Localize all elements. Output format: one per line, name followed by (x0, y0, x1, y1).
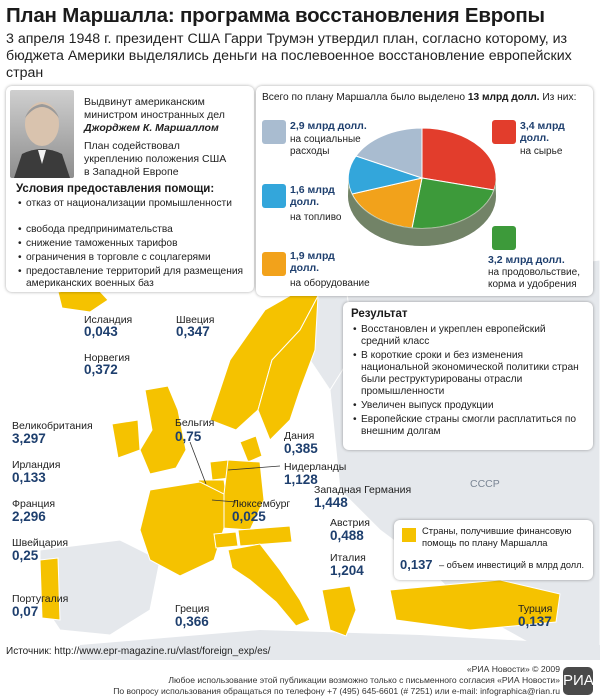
person-name: Джорджем К. Маршаллом (84, 122, 219, 134)
value-luxembourg: 0,025 (232, 509, 266, 524)
result-panel (343, 302, 593, 450)
value-switzerland: 0,25 (12, 548, 39, 563)
footer-contact: По вопросу использования обращаться по телефону +7 (495) 645-6601 (# 7251) или e-mail: infographica@rian.ru (113, 686, 560, 696)
value-west-germany: 1,448 (314, 495, 348, 510)
condition-item: • ограничения в торговле с соцлагерями (18, 252, 248, 264)
raw-desc: на сырье (520, 146, 563, 157)
label-turkey: Турция (518, 603, 553, 615)
value-iceland: 0,043 (84, 324, 118, 339)
label-italy: Италия (330, 552, 366, 564)
value-greece: 0,366 (175, 614, 209, 629)
social-icon (262, 120, 286, 144)
label-switzerland: Швейцария (12, 537, 69, 549)
label-sweden: Швеция (176, 314, 215, 326)
label-ussr: СССР (470, 478, 500, 490)
country-shape-denmark (240, 436, 262, 462)
person-line-1: Выдвинут американским (84, 96, 205, 108)
country-shape-greece (322, 586, 356, 636)
value-turkey: 0,137 (518, 614, 552, 629)
allocation-total: 13 млрд долл. (467, 92, 540, 103)
value-netherlands: 1,128 (284, 472, 318, 487)
food-amount: 3,2 млрд долл. (488, 254, 565, 266)
fuel-icon (262, 184, 286, 208)
allocation-heading-prefix: Всего по плану Маршалла было выделено (262, 92, 466, 103)
footer-usage: Любое использование этой публикации возможно только с письменного согласия «РИА Новости» (168, 675, 560, 685)
map-legend (394, 520, 593, 580)
label-france: Франция (12, 498, 56, 510)
value-denmark: 0,385 (284, 441, 318, 456)
country-shape-portugal (40, 558, 60, 620)
legend-swatch (402, 528, 416, 542)
value-uk: 3,297 (12, 431, 46, 446)
value-ireland: 0,133 (12, 470, 46, 485)
social-amount: 2,9 млрд долл. (290, 120, 367, 132)
label-austria: Австрия (330, 517, 370, 529)
country-shape-france (140, 482, 224, 576)
result-title: Результат (351, 308, 408, 320)
label-luxembourg: Люксембург (232, 498, 291, 510)
label-norway: Норвегия (84, 352, 130, 364)
label-ireland: Ирландия (12, 459, 61, 471)
legend-countries-line-2: помощь по плану Маршалла (422, 536, 548, 548)
label-netherlands: Нидерланды (284, 461, 347, 473)
leader-line-belgium (190, 442, 206, 484)
equipment-desc: на оборудование (290, 278, 370, 289)
result-item: • Европейские страны смогли расплатиться по внешним долгам (353, 414, 583, 438)
allocation-heading (262, 92, 576, 103)
country-shape-ireland (112, 420, 140, 458)
raw-amount: 3,4 млрд долл. (520, 120, 565, 144)
person-line-2: министром иностранных дел (84, 109, 225, 121)
legend-countries-line-1: Страны, получившие финансовую (422, 525, 572, 536)
allocation-panel (256, 86, 593, 296)
value-norway: 0,372 (84, 362, 118, 377)
result-item: • Восстановлен и укреплен европейский средний класс (353, 324, 563, 348)
equipment-icon (262, 252, 286, 276)
result-item: • Увеличен выпуск продукции (353, 400, 583, 412)
condition-item: • снижение таможенных тарифов (18, 238, 243, 250)
label-portugal: Португалия (12, 593, 69, 605)
aim-line-2: укреплению положения США (84, 153, 227, 165)
label-denmark: Дания (284, 430, 315, 442)
legend-countries-text (422, 525, 572, 548)
food-icon (492, 226, 516, 250)
conditions-title: Условия предоставления помощи: (16, 183, 215, 195)
value-france: 2,296 (12, 509, 46, 524)
label-iceland: Исландия (84, 314, 133, 326)
value-portugal: 0,07 (12, 604, 39, 619)
conditions-panel (6, 86, 254, 292)
allocation-heading-suffix: Из них: (542, 92, 577, 103)
label-west-germany: Западная Германия (314, 484, 412, 496)
condition-item: • свобода предпринимательства (18, 224, 243, 236)
page-title: План Маршалла: программа восстановления Европы (6, 4, 545, 27)
legend-example-value: 0,137 (400, 557, 433, 572)
page-subtitle: 3 апреля 1948 г. президент США Гарри Трумэн утвердил план, согласно которому, из бюджета Америки выделялись деньги на послевоенное восстановление европейских стран (6, 31, 572, 81)
source-note: Источник: http://www.epr-magazine.ru/vlast/foreign_exp/es/ (6, 646, 271, 657)
aim-line-1: План содействовал (84, 140, 180, 152)
food-desc: на продовольствие, корма и удобрения (488, 267, 580, 290)
result-item: • В короткие сроки и без изменения национальной экономической политики стран были реструктурированы отрасли промышленности (353, 350, 583, 398)
condition-item: • отказ от национализации промышленности (18, 198, 243, 210)
raw-icon (492, 120, 516, 144)
marshall-portrait (10, 90, 74, 178)
label-belgium: Бельгия (175, 417, 215, 429)
value-italy: 1,204 (330, 563, 364, 578)
country-shape-switzerland (214, 532, 238, 548)
label-uk: Великобритания (12, 420, 93, 432)
label-greece: Греция (175, 603, 210, 615)
ria-logo: РИА (563, 667, 593, 695)
footer-copyright: «РИА Новости» © 2009 (466, 664, 560, 674)
value-sweden: 0,347 (176, 324, 210, 339)
fuel-desc: на топливо (290, 212, 342, 223)
value-austria: 0,488 (330, 528, 364, 543)
condition-item: • предоставление территорий для размещения американских военных баз (18, 266, 250, 290)
aim-line-3: в Западной Европе (84, 166, 179, 178)
equipment-amount: 1,9 млрд долл. (290, 250, 335, 274)
country-shape-austria (238, 526, 292, 546)
social-desc: на социальные расходы (290, 134, 361, 157)
value-belgium: 0,75 (175, 429, 202, 444)
legend-example-text: – объем инвестиций в млрд долл. (439, 560, 585, 570)
country-shape-italy (228, 544, 310, 626)
fuel-amount: 1,6 млрд долл. (290, 184, 335, 208)
